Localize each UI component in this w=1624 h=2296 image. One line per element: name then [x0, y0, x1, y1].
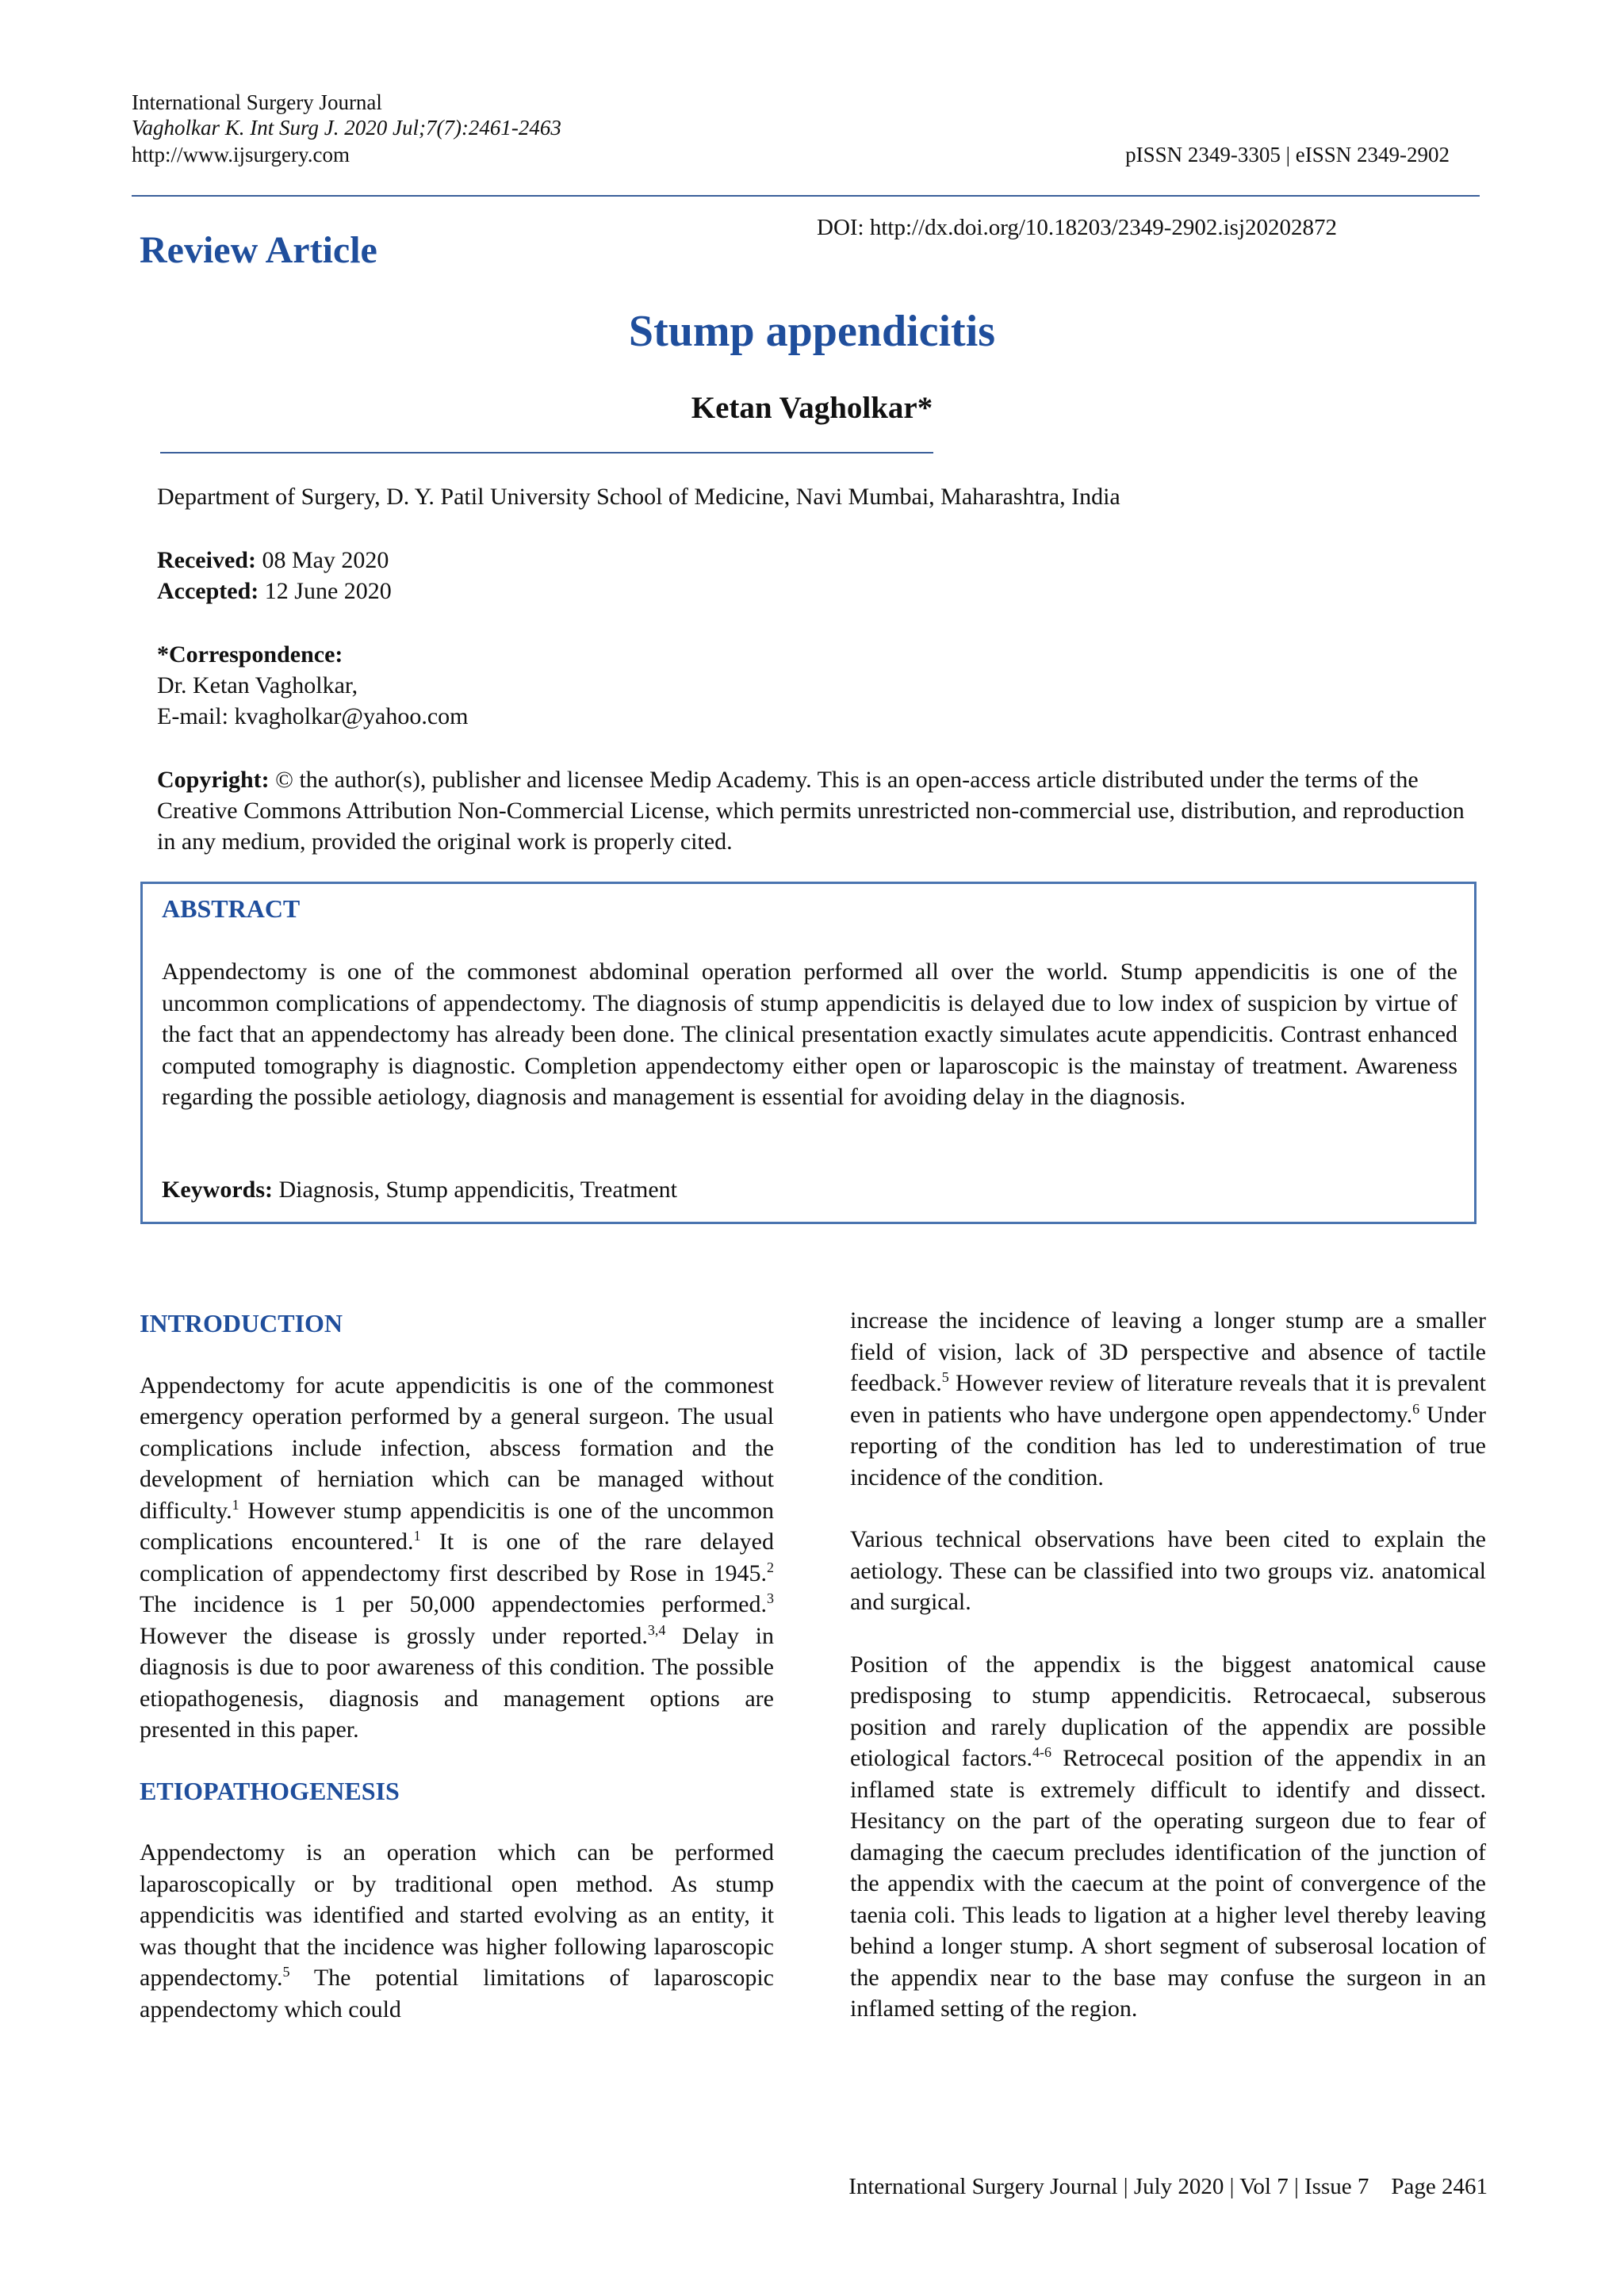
citation: Vagholkar K. Int Surg J. 2020 Jul;7(7):2461-2463: [132, 116, 561, 140]
article-title: Stump appendicitis: [628, 307, 996, 356]
etiopathogenesis-heading: ETIOPATHOGENESIS: [140, 1776, 400, 1805]
copyright-text: © the author(s), publisher and licensee Medip Academy. This is an open-access article distributed under the terms of the Creative Commons Attribution Non-Commercial License, which permits unrestricted non-commercial use, distribution, and reproduction in any medium, provided the original work is properly cited.: [157, 767, 1465, 855]
accepted-date: [157, 576, 1457, 607]
citation-ref[interactable]: 4-6: [1032, 1744, 1051, 1760]
footer-journal: International Surgery Journal | July 2020 | Vol 7 | Issue 7: [848, 2174, 1369, 2199]
article-type: Review Article: [140, 229, 377, 271]
citation-ref[interactable]: 5: [282, 1964, 290, 1980]
correspondence-email[interactable]: E-mail: kvagholkar@yahoo.com: [157, 703, 469, 729]
correspondence-name: Dr. Ketan Vagholkar,: [157, 672, 358, 698]
right-column: [850, 1305, 1486, 2025]
keywords-value: Diagnosis, Stump appendicitis, Treatment: [278, 1177, 677, 1203]
citation-ref[interactable]: 1: [232, 1496, 239, 1513]
received-date: [157, 545, 1457, 576]
received-label: Received:: [157, 547, 256, 573]
introduction-heading: INTRODUCTION: [140, 1309, 343, 1337]
citation-ref[interactable]: 3,4: [647, 1621, 666, 1638]
right-paragraph-3: Position of the appendix is the biggest anatomical cause predisposing to stump appendicitis. Retrocaecal, subserous position and rarely duplication of the appendix are possible etiological factors.$^{4-6}$ Retrocecal position of the appendix in an inflamed state is extremely difficult to identify and dissect. Hesitancy on the part of the operating surgeon due to fear of damaging the caecum precludes identification of the junction of the appendix with the caecum at the point of convergence of the taenia coli. This leads to ligation at a higher level thereby leaving behind a longer stump. A short segment of subserosal location of the appendix near to the base may confuse the surgeon in an inflamed setting of the region.: [850, 1651, 1486, 2022]
correspondence-label: *Correspondence:: [157, 641, 343, 668]
accepted-label: Accepted:: [157, 578, 259, 604]
abstract-text: Appendectomy is one of the commonest abdominal operation performed all over the world. Stump appendicitis is one of the uncommon complications of appendectomy. The diagnosis of stump appendicitis is delayed due to low index of suspicion by virtue of the fact that an appendectomy has already been done. The clinical presentation exactly simulates acute appendicitis. Contrast enhanced computed tomography is diagnostic. Completion appendectomy either open or laparoscopic is the mainstay of treatment. Awareness regarding the possible aetiology, diagnosis and management is essential for avoiding delay in the diagnosis.: [162, 959, 1457, 1110]
journal-name: International Surgery Journal: [132, 90, 382, 114]
etiopathogenesis-paragraph: Appendectomy is an operation which can be performed laparoscopically or by traditional open method. As stump appendicitis was identified and started evolving as an entity, it was thought that the incidence was higher following laparoscopic appendectomy.$^5$ The potential limitations of laparoscopic appendectomy which could: [140, 1839, 774, 2022]
citation-ref[interactable]: 6: [1412, 1400, 1420, 1417]
doi-link[interactable]: DOI: http://dx.doi.org/10.18203/2349-2902.isj20202872: [817, 215, 1337, 240]
affiliation: Department of Surgery, D. Y. Patil University School of Medicine, Navi Mumbai, Maharashtra, India: [157, 484, 1120, 510]
header-rule: [132, 195, 1480, 197]
citation-ref[interactable]: 5: [941, 1369, 949, 1385]
copyright-label: Copyright:: [157, 767, 270, 793]
copyright-notice: [157, 764, 1465, 857]
keywords-label: Keywords:: [162, 1177, 273, 1203]
introduction-paragraph: Appendectomy for acute appendicitis is one of the commonest emergency operation performed by a general surgeon. The usual complications include infection, abscess formation and the development of herniation which can be managed without difficulty.$^1$ However stump appendicitis is one of the uncommon complications encountered.$^1$ It is one of the rare delayed complication of appendectomy first described by Rose in 1945.$^2$ The incidence is 1 per 50,000 appendectomies performed.$^3$ However the disease is grossly under reported.$^{3,4}$ Delay in diagnosis is due to poor awareness of this condition. The possible etiopathogenesis, diagnosis and management options are presented in this paper.: [140, 1372, 775, 1743]
left-column: [140, 1308, 774, 2025]
accepted-value: 12 June 2020: [264, 578, 392, 604]
keywords: [162, 1177, 677, 1203]
journal-url[interactable]: http://www.ijsurgery.com: [132, 143, 350, 166]
received-value: 08 May 2020: [262, 547, 389, 573]
page-number: Page 2461: [1391, 2174, 1488, 2199]
page-footer: [848, 2174, 1488, 2200]
issn: pISSN 2349-3305 | eISSN 2349-2902: [1125, 143, 1450, 166]
author-name: Ketan Vagholkar*: [691, 391, 933, 425]
right-paragraph-1: increase the incidence of leaving a longer stump are a smaller field of vision, lack of 3D perspective and absence of tactile feedback.$^5$ However review of literature reveals that it is prevalent even in patients who have undergone open appendectomy.$^6$ Under reporting of the condition has led to underestimation of true incidence of the condition.: [850, 1307, 1486, 1490]
abstract-heading: ABSTRACT: [162, 894, 301, 923]
right-paragraph-2: Various technical observations have been cited to explain the aetiology. These can be classified into two groups viz. anatomical and surgical.: [850, 1526, 1486, 1615]
author-rule: [160, 452, 933, 453]
citation-ref[interactable]: 3: [767, 1590, 774, 1606]
citation-ref[interactable]: 1: [413, 1528, 421, 1544]
correspondence-block: [157, 639, 1457, 732]
citation-ref[interactable]: 2: [767, 1559, 774, 1575]
